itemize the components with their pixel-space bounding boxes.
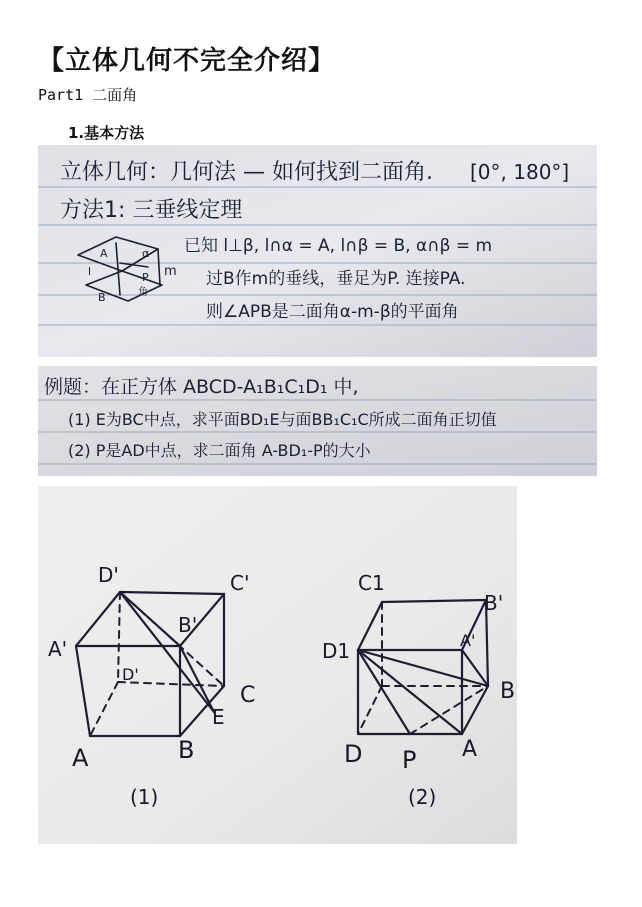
handwritten-note-method: [38, 145, 597, 357]
fig-label-alpha: α: [142, 247, 150, 260]
fig1-caption: (1): [130, 785, 159, 809]
fig-label-A: A: [100, 247, 108, 260]
fig-label-B: B: [98, 291, 106, 304]
example-line-1: 例题：在正方体 ABCD-A₁B₁C₁D₁ 中,: [44, 376, 359, 398]
fig-label-angle: 角: [138, 287, 148, 298]
page-title: 【立体几何不完全介绍】: [38, 46, 336, 76]
example-line-2: (1) E为BC中点，求平面BD₁E与面BB₁C₁C所成二面角正切值: [68, 410, 497, 429]
fig1-label-E: E: [212, 705, 225, 729]
fig2-label-P: P: [402, 746, 417, 774]
note-line-3: 已知 l⊥β, l∩α = A, l∩β = B, α∩β = m: [184, 236, 493, 256]
section-heading: 1.基本方法: [68, 124, 145, 142]
fig2-label-D1: D1: [322, 639, 351, 663]
note-line-2: 方法1: 三垂线定理: [60, 198, 243, 223]
note-line-5: 则∠APB是二面角α-m-β的平面角: [206, 302, 459, 322]
fig1-label-B1: B': [178, 613, 198, 637]
handwritten-note-example: [38, 366, 597, 476]
fig1-label-C1: C': [230, 571, 250, 595]
example-line-3: (2) P是AD中点，求二面角 A-BD₁-P的大小: [68, 441, 371, 460]
fig-label-l: l: [88, 265, 92, 278]
fig2-label-B: B: [500, 679, 516, 704]
fig1-label-D: D': [122, 665, 139, 684]
fig1-label-D1: D': [98, 563, 119, 587]
fig-label-P: P: [142, 271, 149, 284]
part-heading: Part1 二面角: [38, 86, 138, 104]
fig2-label-C1: C1: [358, 571, 385, 595]
fig1-label-A: A: [72, 744, 89, 772]
fig2-label-A1: A': [460, 631, 476, 650]
note-line-4: 过B作m的垂线，垂足为P. 连接PA.: [206, 269, 466, 289]
note-line-1: 立体几何：几何法 — 如何找到二面角.: [60, 160, 433, 185]
fig2-caption: (2): [408, 785, 437, 809]
fig2-label-A: A: [462, 737, 478, 762]
fig2-label-B1: B': [484, 591, 504, 615]
fig2-label-D: D: [344, 740, 363, 768]
fig1-label-C: C: [240, 683, 256, 708]
fig1-label-A1: A': [48, 637, 68, 661]
note-line-1-range: [0°, 180°]: [470, 160, 570, 184]
fig-label-m: m: [164, 264, 177, 279]
handwritten-cube-figures: [38, 486, 517, 844]
fig1-label-B: B: [178, 736, 195, 764]
